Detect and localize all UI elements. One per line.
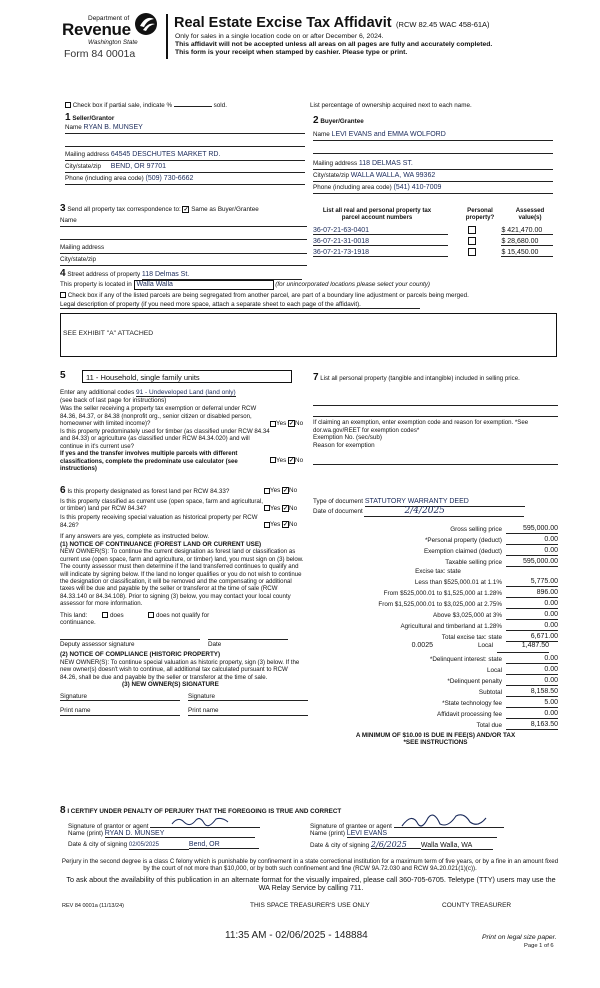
total-line-row bbox=[313, 653, 558, 664]
header-note-3: This form is your receipt when stamped by cashier. Please type or print. bbox=[175, 49, 408, 56]
land-use-code[interactable]: 11 - Household, single family units bbox=[82, 370, 292, 383]
price-line-row bbox=[313, 523, 558, 534]
doc-date[interactable]: 2/4/2025 bbox=[364, 508, 524, 517]
section-2 bbox=[313, 117, 553, 194]
total-line-label: *Delinquent interest: state bbox=[429, 656, 502, 663]
notice-2-body: NEW OWNER(S): To continue special valuation as historic property, sign (3) below. If the new owner(s) doesn't wish to continue, all additional tax calculated pursuant to RCW 84.26, shall be due and payable by the seller or transferor at the time of sale. bbox=[60, 659, 300, 681]
form-title bbox=[174, 14, 490, 32]
section-2-title: Buyer/Grantee bbox=[320, 118, 364, 125]
assessed-value[interactable]: $ 15,450.00 bbox=[501, 249, 553, 257]
forest-yes-label: Yes bbox=[270, 487, 281, 495]
seller-phone[interactable]: (509) 730-6662 bbox=[145, 174, 194, 182]
historic-no-checkbox[interactable]: ✓ bbox=[283, 522, 289, 529]
owner-signature-2[interactable] bbox=[188, 693, 308, 702]
segregated-label: Check box if any of the listed parcels are being segregated from another parcel, are part of a boundary line adjustment or parcels being merged. bbox=[67, 292, 469, 299]
buyer-city-label: City/state/zip bbox=[313, 171, 350, 179]
legal-paper-note: Print on legal size paper. bbox=[482, 934, 557, 941]
seller-phone-row bbox=[65, 175, 305, 185]
corr-name-row bbox=[60, 217, 307, 227]
partial-sale-checkbox[interactable] bbox=[65, 102, 71, 108]
tax-tier-value[interactable]: 6,671.00 bbox=[506, 633, 558, 642]
q1-no-label: No bbox=[295, 420, 304, 428]
section-3-title: Send all property tax correspondence to: bbox=[67, 206, 181, 213]
county-treasurer-label: COUNTY TREASURER bbox=[442, 902, 512, 909]
forest-no-checkbox[interactable]: ✓ bbox=[283, 488, 289, 494]
ownership-note: List percentage of ownership acquired next to each name. bbox=[310, 102, 472, 109]
partial-sale-label: Check box if partial sale, indicate % bbox=[72, 102, 173, 109]
title-text: Real Estate Excise Tax Affidavit bbox=[174, 15, 392, 31]
partial-percent-field[interactable] bbox=[174, 106, 212, 107]
historic-question: Is this property receiving special valuation as historical property per RCW 84.26? bbox=[60, 514, 258, 529]
grantee-date[interactable]: 2/6/2025 bbox=[371, 841, 421, 850]
grantor-date[interactable]: 02/05/2025 bbox=[129, 842, 189, 851]
owner-print-1-label: Print name bbox=[60, 707, 91, 715]
total-line-row bbox=[313, 664, 558, 675]
q1-no-checkbox[interactable]: ✓ bbox=[289, 421, 295, 428]
tax-tier-row bbox=[313, 576, 558, 587]
forest-no-label: No bbox=[289, 487, 298, 495]
section-5-number: 5 bbox=[60, 370, 66, 381]
additional-codes-label: Enter any additional codes bbox=[60, 389, 135, 396]
section-7-text: List all personal property (tangible and intangible) included in selling price. bbox=[320, 375, 520, 382]
section-4 bbox=[60, 270, 560, 357]
section-2-number: 2 bbox=[313, 115, 319, 126]
owner-signature-1[interactable] bbox=[60, 693, 180, 702]
section-8 bbox=[60, 807, 560, 852]
owner-print-1[interactable] bbox=[60, 707, 180, 716]
minimum-note: A MINIMUM OF $10.00 IS DUE IN FEE(S) AND/OR TAX bbox=[355, 731, 516, 739]
notice-2-title: (2) NOTICE OF COMPLIANCE (HISTORIC PROPERTY) bbox=[60, 651, 221, 659]
total-line-value[interactable]: 0.00 bbox=[506, 666, 558, 675]
price-line-label: Exemption claimed (deduct) bbox=[423, 548, 502, 556]
corr-city-label: City/state/zip bbox=[60, 255, 97, 263]
local-rate[interactable]: 0.0025 bbox=[411, 641, 433, 649]
buyer-phone[interactable]: (541) 410-7009 bbox=[393, 183, 442, 191]
total-line-value[interactable]: 8,158.50 bbox=[506, 688, 558, 697]
assessed-header: Assessed value(s) bbox=[515, 207, 545, 222]
located-select[interactable]: Walla Walla bbox=[134, 280, 274, 290]
parcel-header: List all real and personal property tax parcel account numbers bbox=[322, 207, 432, 222]
section-8-number: 8 bbox=[60, 805, 66, 816]
exemption-note: If claiming an exemption, enter exemption code and reason for exemption. *See dor.wa.gov/REET for exemption codes* bbox=[313, 419, 529, 434]
seller-city[interactable]: BEND, OR 97701 bbox=[110, 162, 167, 170]
grantor-signature[interactable] bbox=[150, 818, 260, 828]
located-note: (for unincorporated locations please select your county) bbox=[275, 281, 430, 288]
total-line-label: *State technology fee bbox=[442, 700, 502, 707]
tax-tier-label: Agricultural and timberland at 1.28% bbox=[400, 623, 502, 630]
parcel-number[interactable]: 36-07-21-31-0018 bbox=[313, 238, 448, 246]
legal-description: SEE EXHIBIT "A" ATTACHED bbox=[63, 330, 154, 338]
current-use-question: Is this property classified as current use (open space, farm and agricultural, or timber) land per RCW 84.34? bbox=[60, 497, 263, 512]
grantor-sig-row bbox=[60, 818, 310, 830]
corr-mail-label: Mailing address bbox=[60, 243, 105, 251]
doc-type[interactable]: STATUTORY WARRANTY DEED bbox=[365, 498, 525, 507]
does-label: does bbox=[110, 611, 124, 619]
corr-city-row bbox=[60, 256, 307, 266]
does-not-checkbox[interactable] bbox=[148, 612, 154, 618]
excise-state-header: Excise tax: state bbox=[415, 568, 461, 575]
title-citation: (RCW 82.45 WAC 458-61A) bbox=[396, 20, 490, 29]
grantee-signature[interactable] bbox=[394, 818, 504, 828]
revision-code: REV 84 0001a (11/13/24) bbox=[62, 903, 124, 909]
seller-city-row bbox=[65, 163, 305, 173]
tax-tier-value[interactable]: 0.00 bbox=[506, 611, 558, 620]
section-6 bbox=[60, 487, 310, 716]
local-value[interactable]: 1,487.50 bbox=[497, 642, 549, 653]
buyer-city[interactable]: WALLA WALLA, WA 99362 bbox=[350, 171, 436, 179]
tax-computation bbox=[313, 498, 558, 747]
historic-yes-label: Yes bbox=[270, 521, 281, 529]
legal-label: Legal description of property (if you need more space, attach a separate sheet to each page of the affidavit). bbox=[60, 301, 420, 310]
grantee-sig-label: Signature of grantee or agent bbox=[310, 822, 392, 830]
personal-header: Personal property? bbox=[465, 207, 495, 222]
q2-no-label: No bbox=[295, 457, 304, 465]
tax-more bbox=[313, 653, 558, 730]
tax-tier-label: From $525,000.01 to $1,525,000 at 1.28% bbox=[383, 590, 502, 597]
price-line-label: *Personal property (deduct) bbox=[424, 537, 502, 545]
section-6-number: 6 bbox=[60, 485, 66, 496]
corr-name-label: Name bbox=[60, 216, 77, 224]
price-line-value[interactable]: 0.00 bbox=[506, 536, 558, 545]
assessed-value[interactable]: $ 28,680.00 bbox=[501, 238, 553, 246]
total-line-label: Total due bbox=[476, 722, 502, 729]
grantor-sig-label: Signature of grantor or agent bbox=[68, 822, 149, 830]
section-1 bbox=[65, 114, 305, 185]
accessibility-notice: To ask about the availability of this publication in an alternate format for the visually impaired, please call 360-705-6705. Teletype (TTY) users may use the WA Relay Service by calling 711. bbox=[66, 875, 556, 892]
section-4-number: 4 bbox=[60, 268, 66, 279]
seller-name[interactable]: RYAN B. MUNSEY bbox=[83, 123, 143, 131]
located-label: This property is located in bbox=[60, 281, 132, 288]
deputy-signature[interactable] bbox=[60, 639, 200, 649]
personal-property-line-2[interactable] bbox=[313, 415, 558, 417]
total-line-label: *Delinquent penalty bbox=[447, 678, 502, 685]
parcel-row bbox=[313, 247, 553, 258]
q1-yes-label: Yes bbox=[276, 420, 287, 428]
corr-name-line-2[interactable] bbox=[60, 227, 307, 240]
price-line-row bbox=[313, 556, 558, 567]
parcel-number[interactable]: 36-07-21-63-0401 bbox=[313, 227, 448, 235]
continuance-label: continuance. bbox=[60, 619, 96, 627]
deputy-date-label: Date bbox=[208, 640, 222, 648]
header-note-2: This affidavit will not be accepted unless all areas on all pages are fully and accurately completed. bbox=[175, 41, 493, 48]
tax-tiers bbox=[313, 576, 558, 642]
price-line-label: Gross selling price bbox=[450, 526, 502, 534]
additional-codes-note: (see back of last page for instructions) bbox=[60, 396, 167, 404]
same-as-buyer-label: Same as Buyer/Grantee bbox=[191, 206, 259, 213]
owner-print-2-label: Print name bbox=[188, 707, 219, 715]
does-not-label: does not qualify for bbox=[156, 611, 210, 619]
additional-codes[interactable]: 91 - Undeveloped Land (land only) bbox=[135, 389, 236, 396]
total-line-row bbox=[313, 686, 558, 697]
parcel-number[interactable]: 36-07-21-73-1918 bbox=[313, 249, 448, 257]
deputy-sig-label: Deputy assessor signature bbox=[60, 640, 135, 648]
section-1-title: Seller/Grantor bbox=[72, 115, 115, 122]
exemption-number[interactable]: Exemption No. (sec/sub) bbox=[313, 434, 382, 442]
washington-state: Washington State bbox=[88, 39, 138, 46]
receipt-stamp: 11:35 AM - 02/06/2025 - 148884 bbox=[225, 930, 368, 941]
seller-mail[interactable]: 64545 DESCHUTES MARKET RD. bbox=[110, 150, 221, 158]
revenue-wordmark: Revenue bbox=[62, 20, 131, 39]
buyer-phone-row bbox=[313, 184, 553, 194]
section-7-number: 7 bbox=[313, 372, 319, 383]
buyer-name-label: Name bbox=[313, 130, 330, 138]
section-3 bbox=[60, 205, 307, 266]
assessed-value[interactable]: $ 421,470.00 bbox=[501, 227, 553, 235]
exemption-question: Was the seller receiving a property tax exemption or deferral under RCW 84.36, 84.37, or 84.38 (nonprofit org., senior citizen or disabled person, homeowner with limited income)? bbox=[60, 405, 257, 427]
tax-tier-value[interactable]: 5,775.00 bbox=[506, 578, 558, 587]
buyer-phone-label: Phone (including area code) bbox=[313, 183, 392, 191]
total-line-label: Local bbox=[486, 667, 502, 674]
buyer-city-row bbox=[313, 172, 553, 182]
personal-property-checkbox[interactable] bbox=[468, 248, 476, 256]
dept-line: Department of bbox=[88, 15, 130, 22]
parcel-row bbox=[313, 225, 553, 236]
seller-name-label: Name bbox=[65, 123, 82, 131]
q2-yes-label: Yes bbox=[276, 457, 287, 465]
total-line-label: Affidavit processing fee bbox=[437, 711, 502, 718]
section-1-number: 1 bbox=[65, 112, 71, 123]
header-note-1: Only for sales in a single location code on or after December 6, 2024. bbox=[175, 33, 384, 40]
timber-question: Is this property predominately used for timber (as classified under RCW 84.34 and 84.33) or agriculture (as classified under RCW 84.34.020) and will continue in it's current use? bbox=[60, 427, 270, 450]
street-label: Street address of property bbox=[67, 271, 141, 278]
header-divider bbox=[166, 14, 168, 59]
current-use-no-label: No bbox=[289, 504, 298, 512]
current-use-yes-label: Yes bbox=[270, 504, 281, 512]
seller-phone-label: Phone (including area code) bbox=[65, 174, 144, 182]
price-line-value[interactable]: 595,000.00 bbox=[506, 525, 558, 534]
this-land-label: This land: bbox=[60, 611, 88, 619]
dor-logo bbox=[60, 12, 160, 60]
seller-name-line-2[interactable] bbox=[65, 134, 305, 147]
certify-text: I CERTIFY UNDER PENALTY OF PERJURY THAT THE FOREGOING IS TRUE AND CORRECT bbox=[67, 808, 342, 815]
buyer-name-row bbox=[313, 131, 553, 141]
tax-tier-value[interactable]: 896.00 bbox=[506, 589, 558, 598]
price-line-row bbox=[313, 534, 558, 545]
tax-tier-label: Total excise tax: state bbox=[441, 634, 502, 641]
total-line-value[interactable]: 5.00 bbox=[506, 699, 558, 708]
revenue-logo-icon bbox=[134, 12, 158, 36]
section-7 bbox=[313, 374, 558, 465]
total-line-row bbox=[313, 719, 558, 730]
partial-sale-row bbox=[65, 102, 227, 110]
local-label: Local bbox=[477, 641, 493, 649]
treasurer-use-label: THIS SPACE TREASURER'S USE ONLY bbox=[250, 902, 370, 909]
total-line-value[interactable]: 0.00 bbox=[506, 710, 558, 719]
grantee-signature-scribble-icon bbox=[398, 810, 488, 832]
doc-date-label: Date of document bbox=[313, 508, 363, 515]
tax-tier-row bbox=[313, 620, 558, 631]
forest-question: Is this property designated as forest land per RCW 84.33? bbox=[67, 488, 230, 495]
total-line-row bbox=[313, 675, 558, 686]
grantee-city[interactable]: Walla Walla, WA bbox=[421, 842, 493, 851]
notice-1-body: NEW OWNER(S): To continue the current designation as forest land or classification as current use (open space, farm and agriculture, or timber) land, you must sign on (3) below. The county assessor must then determine if the land transferred continues to qualify and will indicate by signing below. If the land no longer qualifies or you do not wish to continue the designation or classification, it will be removed and the compensating or additional taxes will be due and payable by the seller or transferor at the time of sale (RCW 84.33.140 or 84.34.108). Prior to signing (3) below, you may contact your local county assessor for more information. bbox=[60, 548, 304, 608]
price-line-label: Taxable selling price bbox=[445, 559, 502, 567]
seller-mail-label: Mailing address bbox=[65, 150, 110, 158]
local-row bbox=[313, 642, 558, 653]
notice-3-title: (3) NEW OWNER(S) SIGNATURE bbox=[122, 681, 219, 689]
street-address[interactable]: 118 Delmas St. bbox=[142, 271, 302, 280]
exemption-reason-line[interactable] bbox=[313, 463, 558, 465]
grantee-sig-row bbox=[310, 818, 560, 830]
form-number: Form 84 0001a bbox=[64, 48, 136, 60]
current-use-no-checkbox[interactable]: ✓ bbox=[283, 505, 289, 512]
owner-sig-2-label: Signature bbox=[188, 692, 215, 700]
seller-city-label: City/state/zip bbox=[65, 162, 102, 170]
section-3-number: 3 bbox=[60, 203, 66, 214]
tax-tier-label: Above $3,025,000 at 3% bbox=[433, 612, 502, 619]
price-line-value[interactable]: 0.00 bbox=[506, 547, 558, 556]
exemption-reason[interactable]: Reason for exemption bbox=[313, 441, 375, 449]
grantor-name[interactable]: RYAN D. MUNSEY bbox=[105, 830, 255, 839]
price-line-row bbox=[313, 545, 558, 556]
total-line-label: Subtotal bbox=[478, 689, 502, 696]
historic-no-label: No bbox=[289, 521, 298, 529]
perjury-notice: Perjury in the second degree is a class C felony which is punishable by confinement in a state correctional institution for a maximum term of five years, or by a fine in an amount fixed by the court of not more than $10,000, or by both such confinement and fine (RCW 9A.72.030 and RCW 9A.20.021(1)(c)). bbox=[61, 858, 559, 873]
owner-sig-1-label: Signature bbox=[60, 692, 87, 700]
total-line-row bbox=[313, 697, 558, 708]
buyer-name[interactable]: LEVI EVANS and EMMA WOLFORD bbox=[331, 130, 446, 138]
personal-property-line-1[interactable] bbox=[313, 404, 558, 406]
total-line-value[interactable]: 8,163.50 bbox=[506, 721, 558, 730]
corr-mail-row bbox=[60, 244, 307, 254]
tax-tier-row bbox=[313, 587, 558, 598]
if-yes-note: If any answers are yes, complete as instructed below. bbox=[60, 533, 210, 541]
seller-name-row bbox=[65, 124, 305, 134]
tax-tier-label: From $1,525,000.01 to $3,025,000 at 2.75% bbox=[378, 601, 502, 608]
tax-lines bbox=[313, 523, 558, 567]
tax-tier-row bbox=[313, 609, 558, 620]
parcel-row bbox=[313, 236, 553, 247]
segregated-checkbox[interactable] bbox=[60, 292, 66, 298]
page-number: Page 1 of 6 bbox=[524, 943, 554, 949]
grantor-name-label: Name (print) bbox=[68, 829, 103, 837]
parcel-rows bbox=[313, 225, 553, 258]
tax-tier-label: Less than $525,000.01 at 1.1% bbox=[414, 579, 502, 586]
tax-tier-value[interactable]: 0.00 bbox=[506, 600, 558, 609]
grantor-date-label: Date & city of signing bbox=[68, 840, 128, 848]
see-instructions: *SEE INSTRUCTIONS bbox=[403, 739, 468, 747]
buyer-name-line-2[interactable] bbox=[313, 141, 553, 154]
tax-tier-value[interactable]: 0.00 bbox=[506, 622, 558, 631]
grantee-date-label: Date & city of signing bbox=[310, 841, 370, 849]
total-line-row bbox=[313, 708, 558, 719]
total-line-value[interactable]: 0.00 bbox=[506, 655, 558, 664]
timber-question-b: If yes and the transfer involves multiple parcels with different classifications, complete the predominate use calculator (see instructions) bbox=[60, 450, 238, 472]
grantee-name[interactable]: LEVI EVANS bbox=[347, 830, 497, 839]
deputy-date[interactable] bbox=[208, 639, 288, 649]
grantor-signature-scribble-icon bbox=[170, 814, 230, 828]
price-line-value[interactable]: 595,000.00 bbox=[506, 558, 558, 567]
parcel-table bbox=[313, 207, 553, 258]
notice-1-title: (1) NOTICE OF CONTINUANCE (FOREST LAND OR CURRENT USE) bbox=[60, 540, 262, 548]
tax-tier-row bbox=[313, 598, 558, 609]
legal-description-box[interactable] bbox=[60, 313, 557, 357]
seller-mail-row bbox=[65, 151, 305, 161]
grantor-city[interactable]: Bend, OR bbox=[189, 841, 259, 850]
same-as-buyer-checkbox[interactable]: ✓ bbox=[183, 206, 189, 213]
partial-suffix: sold. bbox=[213, 102, 227, 109]
doc-type-label: Type of document bbox=[313, 498, 364, 505]
buyer-mail[interactable]: 118 DELMAS ST. bbox=[358, 159, 413, 167]
grantee-name-label: Name (print) bbox=[310, 829, 345, 837]
buyer-mail-row bbox=[313, 160, 553, 170]
owner-print-2[interactable] bbox=[188, 707, 308, 716]
does-checkbox[interactable] bbox=[102, 612, 108, 618]
tax-tier-row bbox=[313, 631, 558, 642]
q2-no-checkbox[interactable]: ✓ bbox=[289, 457, 295, 464]
section-5 bbox=[60, 370, 310, 472]
buyer-mail-label: Mailing address bbox=[313, 159, 358, 167]
total-line-value[interactable]: 0.00 bbox=[506, 677, 558, 686]
